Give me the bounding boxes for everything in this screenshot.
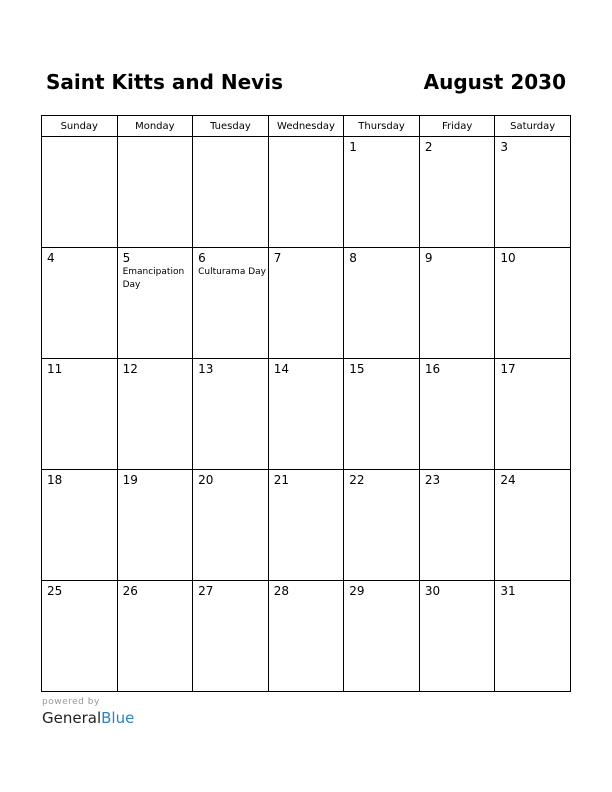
calendar-grid: [41, 115, 571, 692]
day-cell: [495, 470, 571, 581]
day-number: 28: [273, 584, 289, 598]
day-cell: [42, 137, 118, 248]
day-cell: [268, 359, 344, 470]
calendar-month-title: August 2030: [423, 70, 566, 94]
day-number: 31: [500, 584, 516, 598]
day-cell: [117, 137, 193, 248]
day-cell: [42, 470, 118, 581]
day-number: 7: [273, 251, 282, 265]
day-number: 22: [349, 473, 365, 487]
weekday-header: Saturday: [495, 116, 571, 137]
day-cell: [344, 581, 420, 692]
weekday-header: Tuesday: [193, 116, 269, 137]
weekday-header-row: [42, 116, 571, 137]
day-number: 30: [424, 584, 441, 598]
day-number: 10: [500, 251, 516, 265]
day-cell: [193, 359, 269, 470]
calendar-country-title: Saint Kitts and Nevis: [46, 70, 283, 94]
day-cell: [193, 470, 269, 581]
footer-branding: [42, 697, 134, 728]
weekday-header: Friday: [419, 116, 495, 137]
day-cell: [495, 359, 571, 470]
day-cell: [495, 137, 571, 248]
day-number: 15: [349, 362, 365, 376]
day-cell: [117, 248, 193, 359]
weekday-header: Thursday: [344, 116, 420, 137]
day-cell: [268, 581, 344, 692]
day-number: 12: [122, 362, 138, 376]
day-cell: [193, 581, 269, 692]
day-cell: [344, 470, 420, 581]
day-cell: [344, 359, 420, 470]
day-cell: [117, 470, 193, 581]
day-cell: [117, 581, 193, 692]
holiday-label: Culturama Day: [198, 267, 266, 277]
day-cell: [268, 248, 344, 359]
day-number: 6: [198, 251, 206, 265]
week-row: [42, 581, 571, 692]
day-number: 17: [500, 362, 516, 376]
day-number: [42, 137, 117, 140]
day-number: 29: [349, 584, 365, 598]
day-cell: [419, 359, 495, 470]
day-cell: [42, 359, 118, 470]
brand-name-part2: Blue: [101, 709, 135, 727]
week-row: [42, 137, 571, 248]
day-number: 26: [122, 584, 138, 598]
day-number: 19: [122, 473, 138, 487]
powered-by-label: powered by: [42, 697, 100, 707]
weekday-header: Sunday: [42, 116, 118, 137]
day-cell: [419, 137, 495, 248]
day-cell: [344, 248, 420, 359]
day-number: [118, 137, 193, 140]
day-number: 2: [424, 140, 433, 154]
brand-name-part1: General: [42, 709, 102, 727]
day-number: 4: [47, 251, 55, 265]
day-number: 20: [198, 473, 214, 487]
day-number: 16: [424, 362, 441, 376]
day-number: 11: [47, 362, 63, 376]
day-number: 5: [122, 251, 131, 265]
day-cell: [117, 359, 193, 470]
day-cell: [42, 581, 118, 692]
week-row: [42, 359, 571, 470]
day-number: 8: [349, 251, 357, 265]
day-number: 24: [500, 473, 516, 487]
day-cell: [42, 248, 118, 359]
day-number: 14: [273, 362, 289, 376]
day-cell: [419, 248, 495, 359]
day-number: 18: [47, 473, 63, 487]
day-number: 23: [424, 473, 441, 487]
weekday-header: Wednesday: [268, 116, 344, 137]
day-cell: [193, 137, 269, 248]
day-cell: [268, 137, 344, 248]
day-number: 1: [349, 140, 357, 154]
day-number: 13: [198, 362, 214, 376]
day-number: 21: [273, 473, 289, 487]
day-number: [269, 137, 344, 140]
day-cell: [193, 248, 269, 359]
day-cell: [495, 248, 571, 359]
day-number: 25: [47, 584, 63, 598]
day-number: 3: [500, 140, 509, 154]
day-cell: [495, 581, 571, 692]
generalblue-logo: [42, 708, 134, 728]
weekday-header: Monday: [117, 116, 193, 137]
day-number: 9: [424, 251, 433, 265]
day-number: [193, 137, 268, 140]
day-cell: [419, 470, 495, 581]
week-row: [42, 470, 571, 581]
week-row: [42, 248, 571, 359]
day-cell: [344, 137, 420, 248]
day-number: 27: [198, 584, 214, 598]
holiday-label: Emancipation Day: [122, 267, 185, 290]
day-cell: [419, 581, 495, 692]
day-cell: [268, 470, 344, 581]
